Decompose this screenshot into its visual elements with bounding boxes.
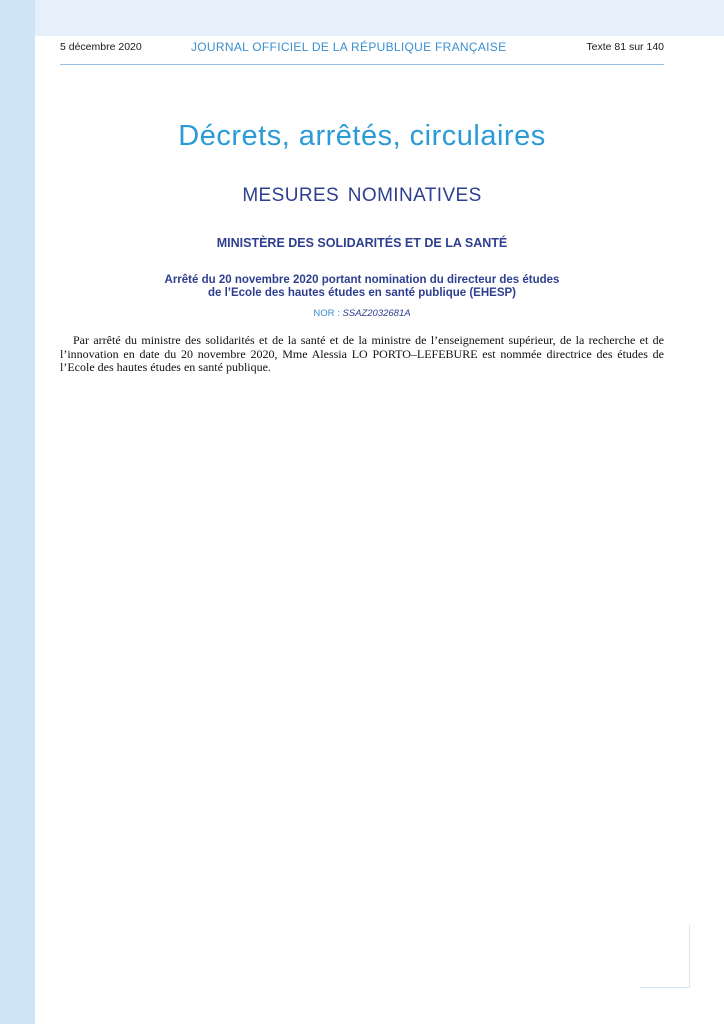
header-date: 5 décembre 2020 (60, 41, 142, 53)
nor-label: NOR : (313, 308, 343, 319)
nor-reference (0, 308, 724, 319)
body-paragraph: Par arrêté du ministre des solidarités et de la santé et de la ministre de l’enseignement supérieur, de la recherche et de l’innovation en date du 20 novembre 2020, Mme Alessia LO PORTO–LEFEBURE est nommée directrice des études de l’Ecole des hautes études en santé publique. (60, 333, 664, 374)
top-margin-band (35, 0, 724, 36)
header-divider (60, 64, 664, 65)
corner-mark-vertical (689, 925, 690, 987)
nor-code: SSAZ2032681A (342, 308, 411, 319)
arrete-title-line-1: Arrêté du 20 novembre 2020 portant nomination du directeur des études (164, 274, 560, 286)
section-title: Décrets, arrêtés, circulaires (178, 120, 546, 152)
arrete-title (0, 274, 724, 300)
corner-mark-horizontal (640, 987, 690, 988)
ministry-heading: MINISTÈRE DES SOLIDARITÉS ET DE LA SANTÉ (216, 236, 508, 250)
header-journal-title: JOURNAL OFFICIEL DE LA RÉPUBLIQUE FRANÇAISE (191, 40, 507, 54)
left-margin-band (0, 0, 35, 1024)
header-text-number: Texte 81 sur 140 (586, 41, 664, 53)
page-header (60, 41, 664, 59)
section-subtitle: MESURES NOMINATIVES (242, 185, 482, 206)
arrete-title-line-2: de l’Ecole des hautes études en santé publique (EHESP) (207, 287, 517, 299)
